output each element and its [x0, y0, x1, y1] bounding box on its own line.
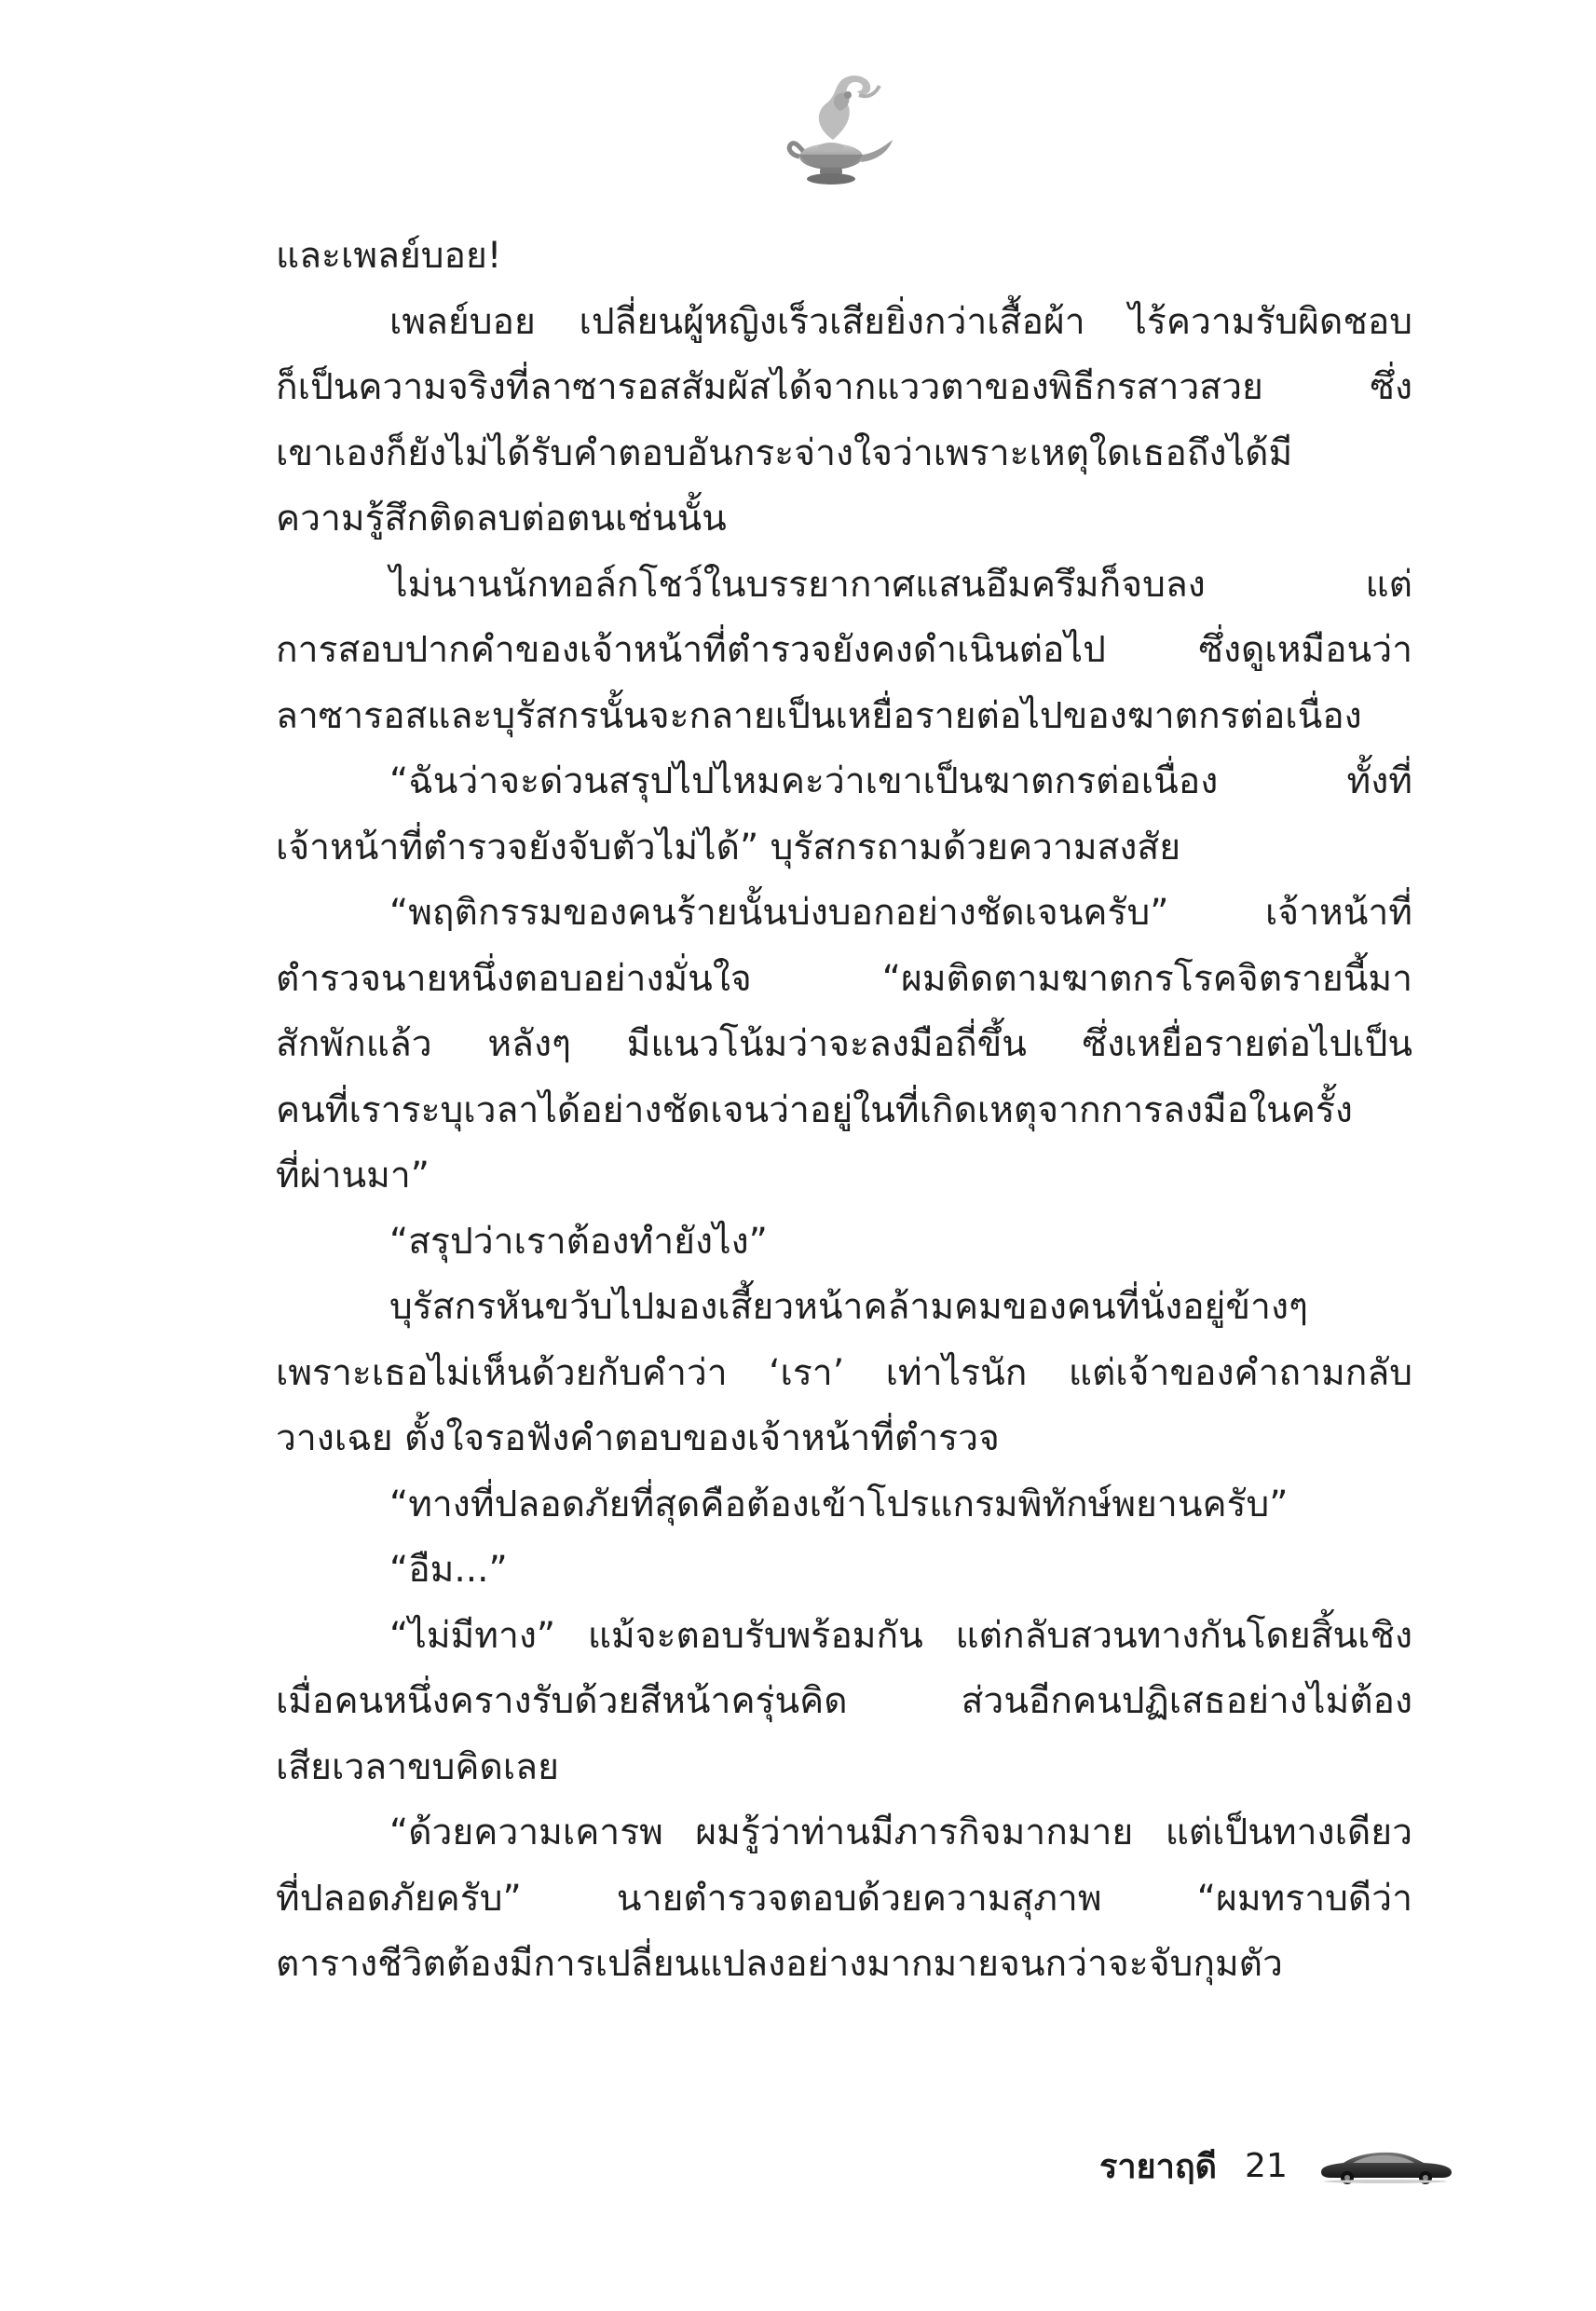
- text-line: และเพลย์บอย!: [276, 235, 502, 277]
- text-line: ที่ผ่านมา”: [276, 1155, 430, 1197]
- text-line: “พฤติกรรมของคนร้ายนั้นบ่งบอกอย่างชัดเจนครับ” เจ้าหน้าที่: [389, 892, 1412, 934]
- text-line: ลาซารอสและบุรัสกรนั้นจะกลายเป็นเหยื่อรายต่อไปของฆาตกรต่อเนื่อง: [276, 694, 1362, 737]
- text-line: ตำรวจนายหนึ่งตอบอย่างมั่นใจ “ผมติดตามฆาตกรโรคจิตรายนี้มา: [276, 957, 1412, 1000]
- text-line: “ด้วยความเคารพ ผมรู้ว่าท่านมีภารกิจมากมาย แต่เป็นทางเดียว: [389, 1812, 1412, 1853]
- text-line: คนที่เราระบุเวลาได้อย่างชัดเจนว่าอยู่ในที่เกิดเหตุจากการลงมือในครั้ง: [276, 1088, 1353, 1131]
- text-line: ที่ปลอดภัยครับ” นายตำรวจตอบด้วยความสุภาพ “ผมทราบดีว่า: [276, 1877, 1412, 1920]
- text-line: การสอบปากคำของเจ้าหน้าที่ตำรวจยังคงดำเนินต่อไป ซึ่งดูเหมือนว่า: [276, 629, 1412, 671]
- text-line: เพลย์บอย เปลี่ยนผู้หญิงเร็วเสียยิ่งกว่าเสื้อผ้า ไร้ความรับผิดชอบ: [389, 300, 1412, 343]
- genie-lamp-icon: [779, 67, 900, 193]
- page-number: 21: [1245, 2146, 1288, 2185]
- text-line: ความรู้สึกติดลบต่อตนเช่นนั้น: [276, 498, 727, 540]
- text-line: เสียเวลาขบคิดเลย: [276, 1745, 559, 1788]
- text-line: เจ้าหน้าที่ตำรวจยังจับตัวไม่ได้” บุรัสกรถามด้วยความสงสัย: [276, 826, 1181, 868]
- text-line: ไม่นานนักทอล์กโชว์ในบรรยากาศแสนอึมครึมก็จบลง แต่: [389, 563, 1412, 606]
- text-line: เมื่อคนหนึ่งครางรับด้วยสีหน้าครุ่นคิด ส่วนอีกคนปฏิเสธอย่างไม่ต้อง: [276, 1680, 1412, 1722]
- text-line: “อืม...”: [389, 1549, 508, 1591]
- page-footer: [1099, 2141, 1455, 2190]
- text-line: สักพักแล้ว หลังๆ มีแนวโน้มว่าจะลงมือถี่ขึ้น ซึ่งเหยื่อรายต่อไปเป็น: [276, 1023, 1412, 1065]
- book-title: รายาฤดี: [1099, 2147, 1218, 2186]
- text-line: วางเฉย ตั้งใจรอฟังคำตอบของเจ้าหน้าที่ตำรวจ: [276, 1417, 1000, 1459]
- body-text: [276, 224, 1412, 1998]
- text-line: ก็เป็นความจริงที่ลาซารอสสัมผัสได้จากแววตาของพิธีกรสาวสวย ซึ่ง: [276, 366, 1412, 408]
- car-icon: [1316, 2146, 1455, 2185]
- text-line: เพราะเธอไม่เห็นด้วยกับคำว่า ‘เรา’ เท่าไรนัก แต่เจ้าของคำถามกลับ: [276, 1351, 1412, 1394]
- text-line: “สรุปว่าเราต้องทำยังไง”: [389, 1220, 768, 1263]
- text-line: บุรัสกรหันขวับไปมองเสี้ยวหน้าคล้ามคมของคนที่นั่งอยู่ข้างๆ: [389, 1286, 1308, 1328]
- text-line: “ฉันว่าจะด่วนสรุปไปไหมคะว่าเขาเป็นฆาตกรต่อเนื่อง ทั้งที่: [389, 760, 1412, 802]
- text-line: “ไม่มีทาง” แม้จะตอบรับพร้อมกัน แต่กลับสวนทางกันโดยสิ้นเชิง: [389, 1614, 1412, 1657]
- text-line: เขาเองก็ยังไม่ได้รับคำตอบอันกระจ่างใจว่าเพราะเหตุใดเธอถึงได้มี: [276, 431, 1293, 474]
- text-line: ตารางชีวิตต้องมีการเปลี่ยนแปลงอย่างมากมายจนกว่าจะจับกุมตัว: [276, 1943, 1283, 1985]
- text-line: “ทางที่ปลอดภัยที่สุดคือต้องเข้าโปรแกรมพิทักษ์พยานครับ”: [389, 1483, 1289, 1525]
